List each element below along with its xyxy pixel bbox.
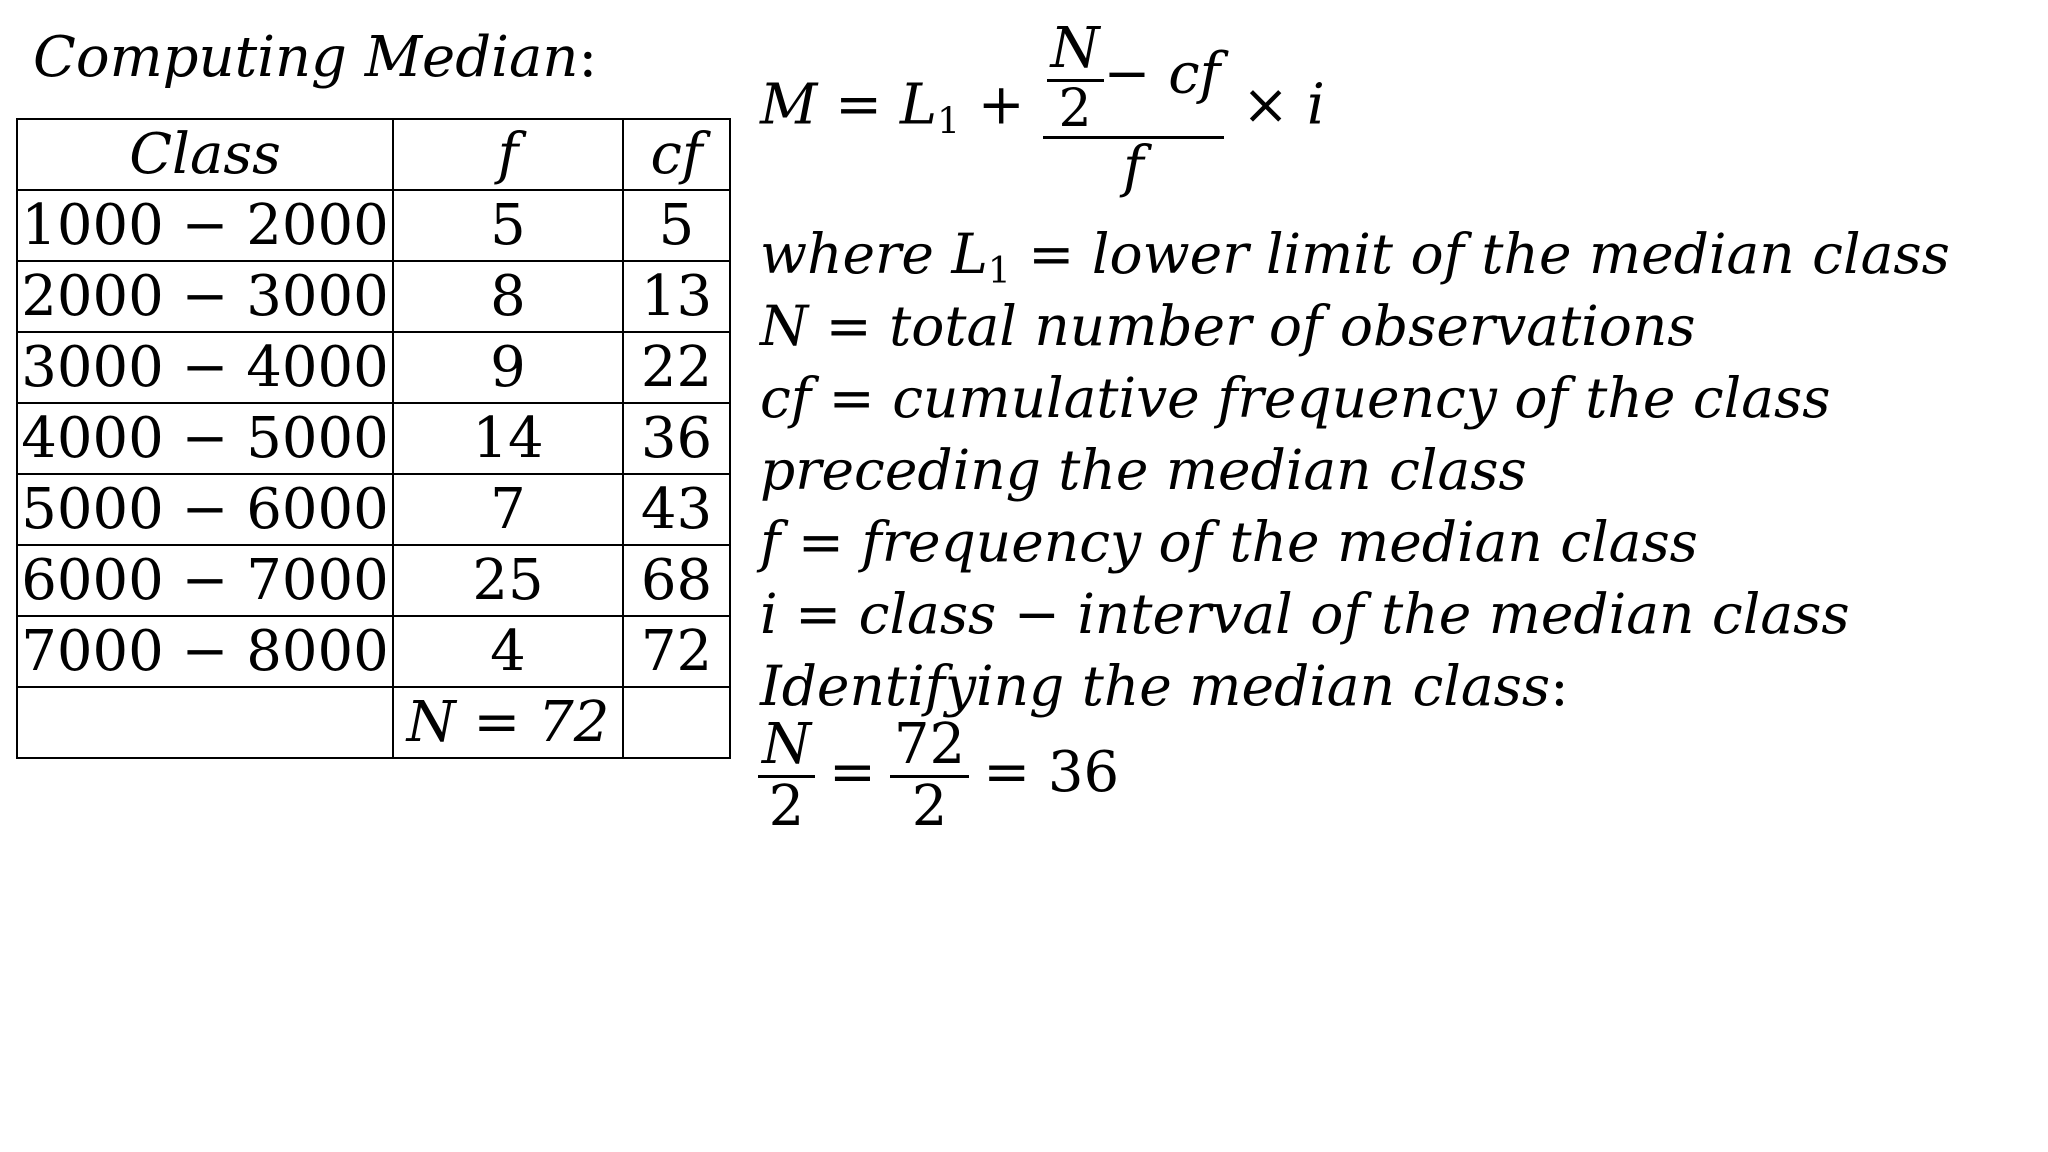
formula-l-subscript: 1 — [937, 101, 960, 143]
formula-n-over-2 — [1047, 16, 1104, 139]
table-total-row — [17, 687, 730, 758]
definition-f: f = frequency of the median class — [760, 510, 1698, 574]
cell-f: 9 — [393, 332, 623, 403]
definition-l1-subscript: 1 — [987, 251, 1011, 292]
frequency-table — [16, 118, 731, 759]
formula-numerator — [1043, 16, 1225, 139]
formula-minus-cf: − cf — [1103, 41, 1221, 107]
table-row — [17, 616, 730, 687]
calc-n: N — [762, 712, 811, 777]
cell-cf: 13 — [623, 261, 730, 332]
formula-two: 2 — [1047, 79, 1104, 137]
calc-n-over-2 — [758, 712, 815, 839]
cell-class: 6000 − 7000 — [17, 545, 393, 616]
definition-l1-rest: = lower limit of the median class — [1010, 222, 1950, 286]
definition-n: N = total number of observations — [760, 294, 1696, 358]
cell-class: 3000 − 4000 — [17, 332, 393, 403]
definition-cf-line2: preceding the median class — [760, 438, 1527, 502]
cell-empty — [17, 687, 393, 758]
definition-l1-prefix: where L — [760, 222, 988, 286]
table-row — [17, 403, 730, 474]
page-title — [33, 22, 597, 94]
identify-text: Identifying the median class — [760, 654, 1551, 718]
calc-72: 72 — [893, 712, 966, 777]
cell-class: 7000 − 8000 — [17, 616, 393, 687]
table-header-row — [17, 119, 730, 190]
identify-colon: : — [1550, 654, 1569, 718]
calc-two-a: 2 — [758, 775, 815, 837]
median-class-calculation — [758, 712, 1120, 839]
table-row — [17, 190, 730, 261]
calc-two-b: 2 — [890, 775, 969, 837]
formula-times-i: × i — [1242, 72, 1325, 138]
formula-plus: + — [959, 72, 1025, 138]
cell-class: 5000 − 6000 — [17, 474, 393, 545]
cell-class: 2000 − 3000 — [17, 261, 393, 332]
cell-f: 25 — [393, 545, 623, 616]
header-cf: cf — [623, 119, 730, 190]
definition-cf-line1: cf = cumulative frequency of the class — [760, 366, 1831, 430]
calc-72-over-2 — [890, 712, 969, 839]
definition-i: i = class − interval of the median class — [760, 582, 1850, 646]
title-colon: : — [578, 25, 598, 90]
cell-total: N = 72 — [393, 687, 623, 758]
calc-result: = 36 — [983, 739, 1120, 805]
cell-class: 1000 − 2000 — [17, 190, 393, 261]
median-formula — [760, 16, 1325, 201]
cell-cf: 22 — [623, 332, 730, 403]
calc-equals: = — [829, 739, 876, 805]
cell-f: 4 — [393, 616, 623, 687]
cell-cf: 68 — [623, 545, 730, 616]
table-row — [17, 332, 730, 403]
table-row — [17, 474, 730, 545]
formula-denominator: f — [1043, 136, 1225, 198]
cell-f: 5 — [393, 190, 623, 261]
header-class: Class — [17, 119, 393, 190]
cell-empty — [623, 687, 730, 758]
header-f: f — [393, 119, 623, 190]
table-row — [17, 261, 730, 332]
cell-cf: 43 — [623, 474, 730, 545]
cell-cf: 72 — [623, 616, 730, 687]
formula-n: N — [1050, 16, 1100, 81]
cell-f: 14 — [393, 403, 623, 474]
definition-l1 — [760, 218, 1950, 290]
cell-cf: 36 — [623, 403, 730, 474]
formula-fraction — [1043, 16, 1225, 201]
title-text: Computing Median — [33, 25, 579, 90]
cell-cf: 5 — [623, 190, 730, 261]
table-row — [17, 545, 730, 616]
cell-f: 7 — [393, 474, 623, 545]
formula-lhs: M = L — [760, 72, 938, 138]
cell-class: 4000 − 5000 — [17, 403, 393, 474]
cell-f: 8 — [393, 261, 623, 332]
definitions-block — [760, 218, 1950, 722]
